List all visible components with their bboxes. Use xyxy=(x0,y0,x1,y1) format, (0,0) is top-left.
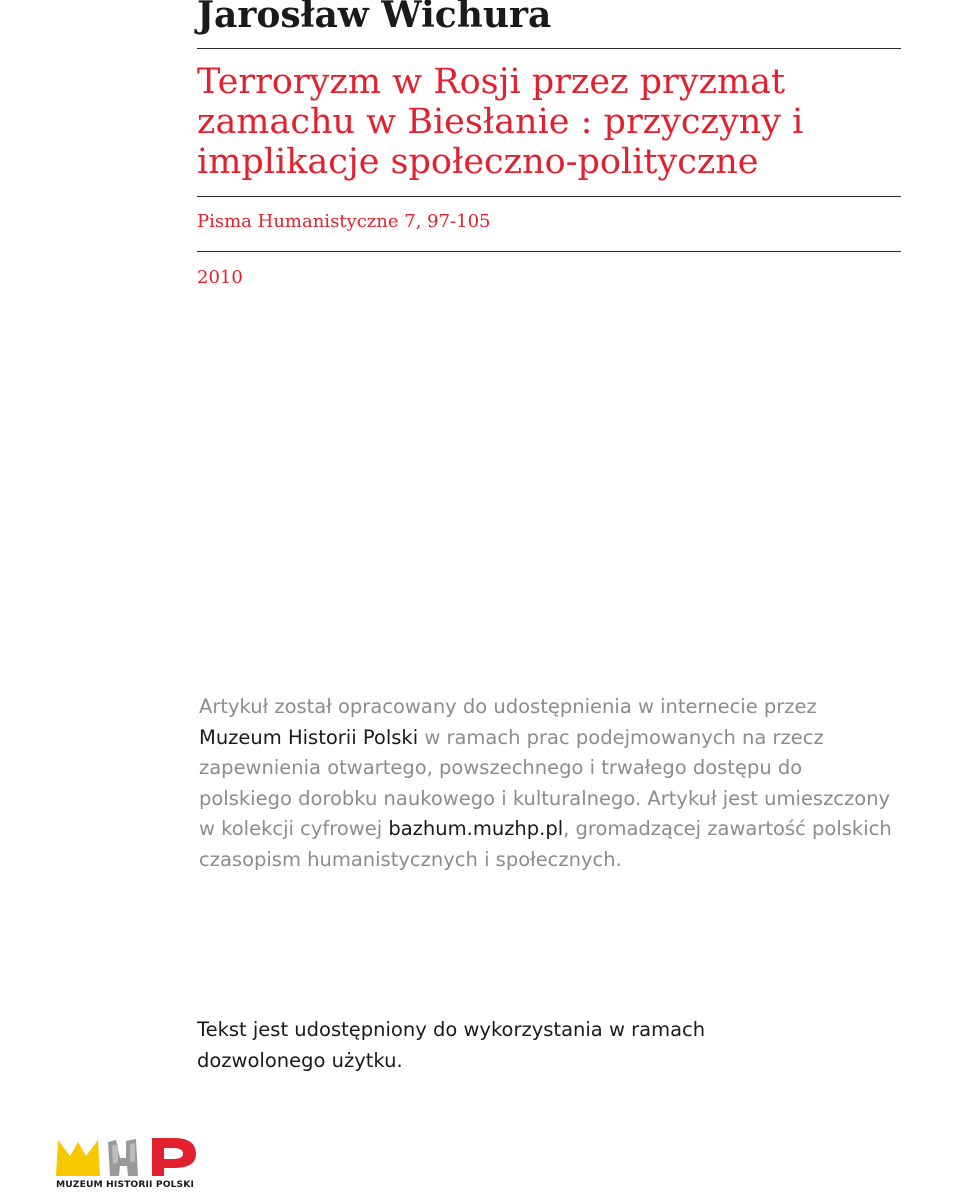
museum-logo xyxy=(56,1136,206,1196)
article-title: Terroryzm w Rosji przez pryzmat zamachu w Biesłanie : przyczyny i implikacje społeczno-polityczne xyxy=(197,62,804,182)
notice-text-part2: w ramach prac podejmowanych na rzecz zapewnienia otwartego, powszechnego i trwałego dostępu do polskiego dorobku naukowego i kulturalnego. Artykuł jest umieszczony w kolekcji cyfrowej xyxy=(199,725,891,840)
journal-citation: Pisma Humanistyczne 7, 97-105 xyxy=(197,211,491,232)
divider-bottom xyxy=(197,251,901,252)
museum-logo-text: MUZEUM HISTORII POLSKI xyxy=(56,1179,195,1190)
museum-name: Muzeum Historii Polski xyxy=(199,725,419,749)
usage-statement: Tekst jest udostępniony do wykorzystania w ramach dozwolonego użytku. xyxy=(197,1018,706,1072)
notice-text-part3: , gromadzącej zawartość polskich czasopism humanistycznych i społecznych. xyxy=(199,817,892,871)
digitization-notice xyxy=(199,692,899,875)
divider-middle xyxy=(197,196,901,197)
notice-text-part1: Artykuł został opracowany do udostępnienia w internecie przez xyxy=(199,695,817,718)
author-name: Jarosław Wichura xyxy=(197,0,552,36)
divider-top xyxy=(197,48,901,49)
publication-year: 2010 xyxy=(197,267,243,288)
museum-logo-mark-icon xyxy=(56,1136,201,1180)
collection-link[interactable]: bazhum.muzhp.pl xyxy=(388,817,564,840)
